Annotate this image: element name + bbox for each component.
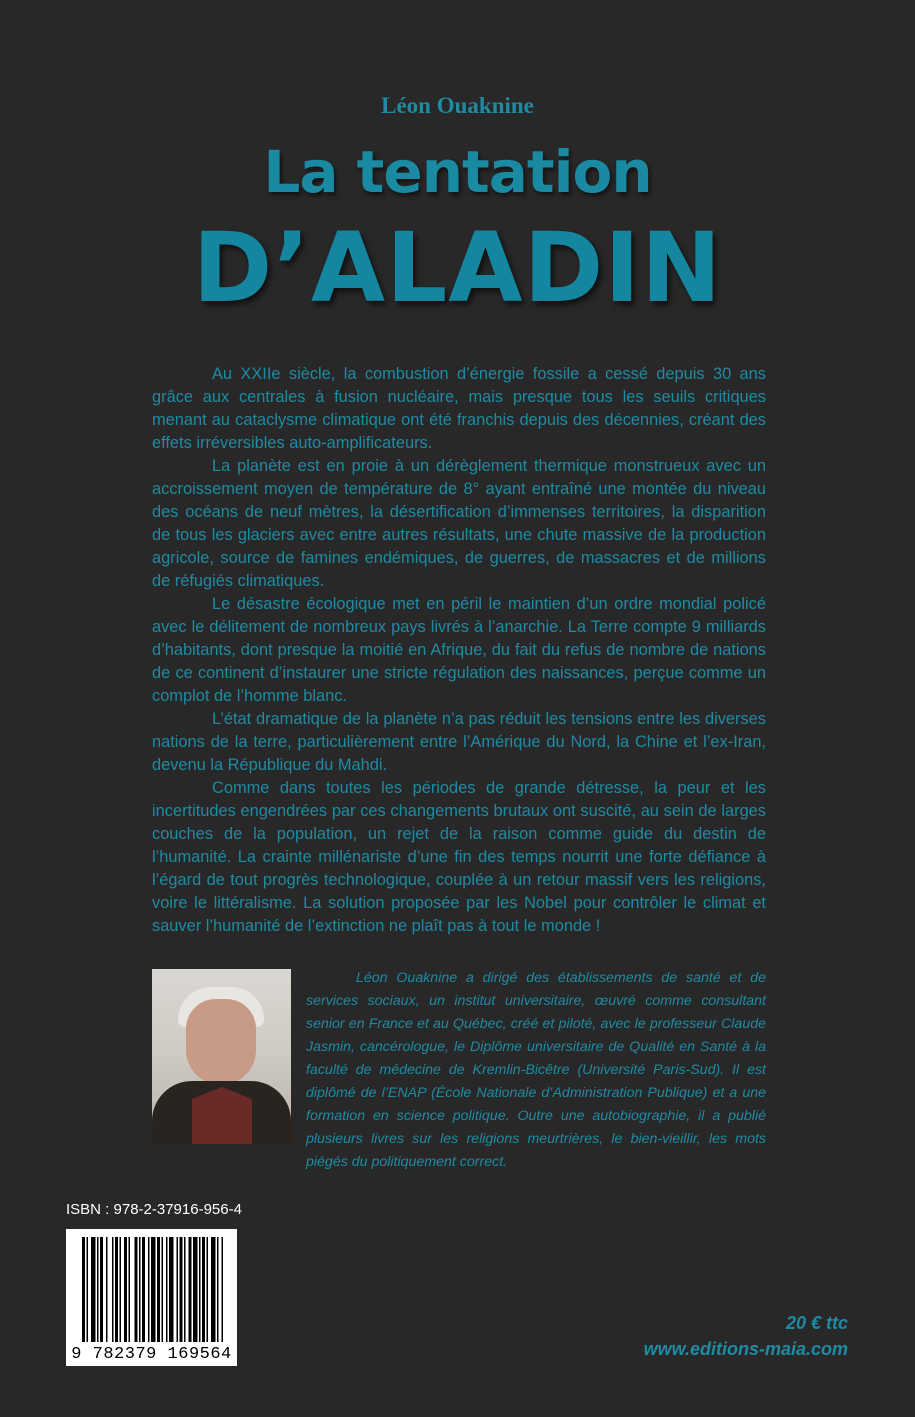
barcode-bar (217, 1237, 219, 1342)
blurb-paragraph-4: L’état dramatique de la planète n’a pas réduit les tensions entre les diverses nations de la terre, particulièrement entre l’Amérique du Nord, la Chine et l’ex-Iran, devenu la République du Mahdi. (152, 710, 766, 774)
barcode-bar (129, 1237, 131, 1342)
blurb-paragraph-2: La planète est en proie à un dérèglement thermique monstrueux avec un accroissement moyen de température de 8° ayant entraîné une montée du niveau des océans de neuf mètres, la désertification d’immenses territoires, la disparition de tous les glaciers avec entre autres résultats, une chute massive de la production agricole, source de famines endémiques, de guerres, de massacres et de millions de réfugiés climatiques. (152, 457, 766, 590)
barcode-bar (135, 1237, 138, 1342)
barcode-bar (222, 1237, 224, 1342)
barcode-bar (157, 1237, 160, 1342)
barcode-bar (106, 1237, 108, 1342)
barcode-bar (202, 1237, 205, 1342)
barcode-bar (162, 1237, 164, 1342)
barcode-bar (169, 1237, 174, 1342)
barcode-bar (193, 1237, 198, 1342)
barcode-bar (166, 1237, 168, 1342)
barcode-bar (177, 1237, 179, 1342)
author-name: Léon Ouaknine (381, 93, 534, 118)
author-bio-text: Léon Ouaknine a dirigé des établissements de santé et de services sociaux, un institut universitaire, œuvré comme consultant senior en France et au Québec, créé et piloté, avec le professeur Claude Jasmin, cancérologue, le Diplôme universitaire de Qualité en Santé à la faculté de médecine de Kremlin-Bicêtre (Université Paris-Sud). Il est diplômé de l’ENAP (École Nationale d’Administration Publique) et a une formation en science politique. Outre une autobiographie, il a publié plusieurs livres sur les religions meurtrières, le bien-vieillir, les mots piégés du politiquement correct. (306, 970, 766, 1170)
blurb-paragraph-3: Le désastre écologique met en péril le maintien d’un ordre mondial policé avec le délitement de nombreux pays livrés à l’anarchie. La Terre compte 9 milliards d’habitants, dont presque la moitié en Afrique, du fait du refus de nombre de nations de ce continent d’instaurer une stricte régulation des naissances, perçue comme un complot de l’homme blanc. (152, 595, 766, 705)
barcode-bar (207, 1237, 209, 1342)
back-cover-blurb (152, 363, 766, 938)
barcode-bar (151, 1237, 156, 1342)
barcode-bars (66, 1229, 237, 1345)
barcode-bar (112, 1237, 114, 1342)
barcode-bar (120, 1237, 122, 1342)
author-bio (306, 967, 766, 1174)
barcode-bar (184, 1237, 186, 1342)
author-photo (152, 969, 291, 1144)
barcode-bar (211, 1237, 216, 1342)
barcode-bar (100, 1237, 103, 1342)
publisher-website: www.editions-maia.com (643, 1339, 848, 1359)
barcode-bar (189, 1237, 192, 1342)
author-photo-face (186, 999, 256, 1085)
isbn-label: ISBN : 978-2-37916-956-4 (66, 1201, 242, 1218)
barcode (66, 1229, 237, 1366)
barcode-bar (97, 1237, 99, 1342)
barcode-bar (139, 1237, 141, 1342)
barcode-bar (199, 1237, 201, 1342)
price: 20 € ttc (785, 1313, 848, 1333)
barcode-bar (148, 1237, 150, 1342)
book-title-line-2: D’ALADIN (192, 212, 723, 324)
author-photo-shirt (192, 1087, 252, 1144)
barcode-digits: 9 782379 169564 (71, 1345, 232, 1364)
barcode-bar (115, 1237, 118, 1342)
blurb-paragraph-1: Au XXIIe siècle, la combustion d’énergie fossile a cessé depuis 30 ans grâce aux centrales à fusion nucléaire, mais presque tous les seuils critiques menant au cataclysme climatique ont été franchis depuis des décennies, créant des effets irréversibles auto-amplificateurs. (152, 365, 766, 452)
blurb-paragraph-5: Comme dans toutes les périodes de grande détresse, la peur et les incertitudes engendrées par ces changements brutaux ont suscité, au sein de larges couches de la population, un rejet de la raison comme guide du destin de l’humanité. La crainte millénariste d’une fin des temps nourrit une forte défiance à l’égard de tout progrès technologique, couplée à un retour massif vers les religions, voire le littéralisme. La solution proposée par les Nobel pour contrôler le climat et sauver l’humanité de l’extinction ne plaît pas à tout le monde ! (152, 779, 766, 935)
barcode-bar (87, 1237, 89, 1342)
barcode-bar (82, 1237, 85, 1342)
barcode-bar (124, 1237, 127, 1342)
book-title-line-1: La tentation (263, 138, 652, 206)
barcode-bar (91, 1237, 96, 1342)
barcode-bar (180, 1237, 183, 1342)
barcode-bar (142, 1237, 145, 1342)
